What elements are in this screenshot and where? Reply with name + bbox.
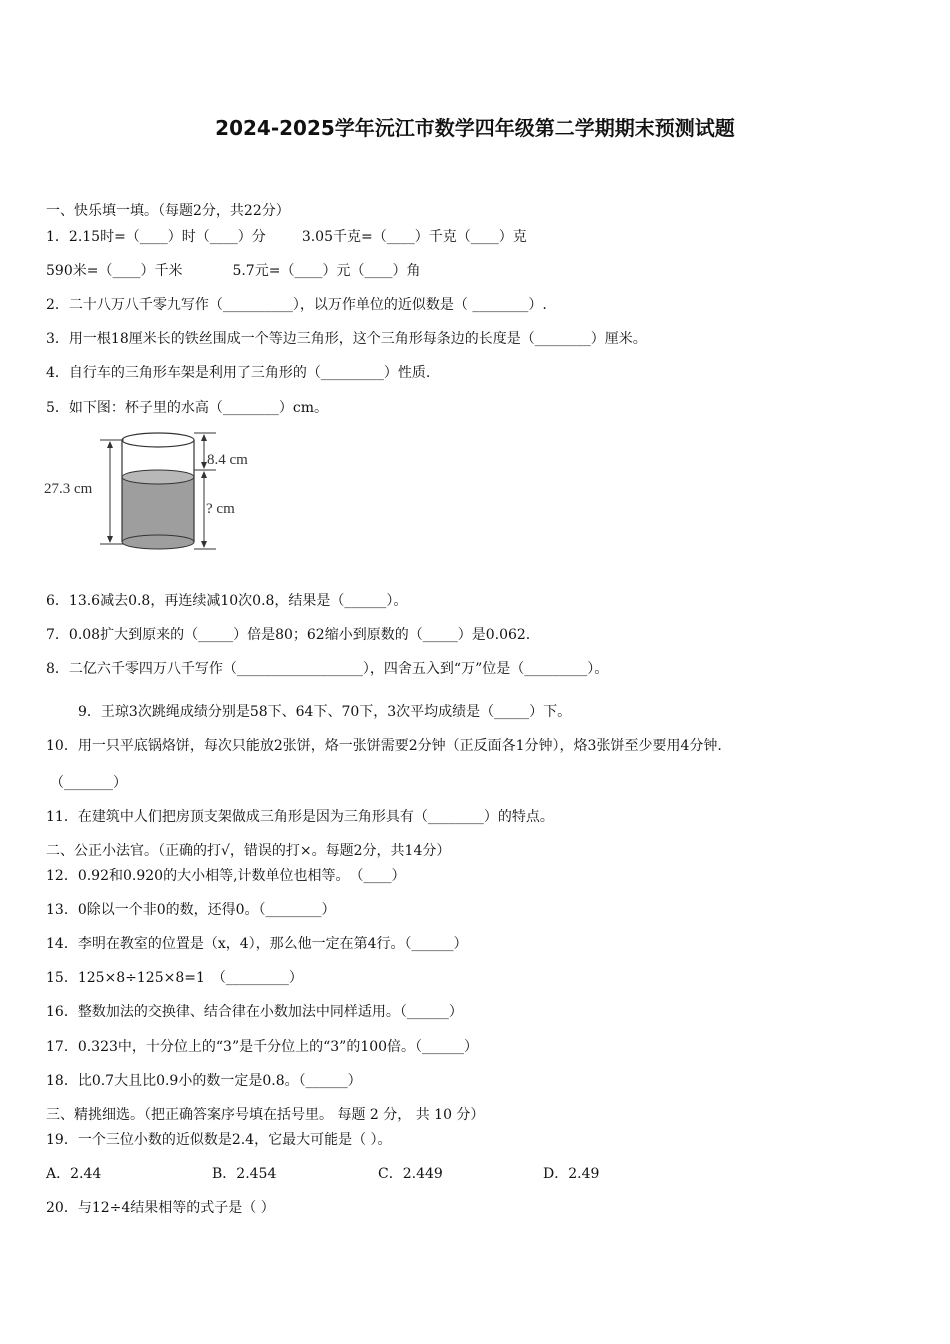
total-height-label: 27.3 cm: [44, 481, 93, 497]
question-19-option-c: C．2.449: [378, 1166, 443, 1182]
question-20: 20．与12÷4结果相等的式子是（ ）: [46, 1200, 275, 1216]
top-gap-label: 8.4 cm: [207, 452, 248, 468]
question-13: 13．0除以一个非0的数，还得0。（________）: [46, 902, 336, 918]
question-19-option-b: B．2.454: [212, 1166, 277, 1182]
question-2: 2．二十八万八千零九写作（__________），以万作单位的近似数是（ ________）.: [46, 297, 547, 313]
question-10-answer: （_______）: [50, 775, 127, 791]
question-1-part-a: 1．2.15时=（____）时（____）分: [46, 229, 266, 245]
question-1-part-c: 590米=（____）千米: [46, 263, 183, 279]
question-12: 12．0.92和0.920的大小相等,计数单位也相等。 （____）: [46, 868, 406, 884]
question-7: 7．0.08扩大到原来的（_____）倍是80；62缩小到原数的（_____）是0.062.: [46, 627, 531, 643]
question-10: 10．用一只平底锅烙饼，每次只能放2张饼，烙一张饼需要2分钟（正反面各1分钟），烙3张饼至少要用4分钟.: [46, 738, 722, 754]
question-11: 11．在建筑中人们把房顶支架做成三角形是因为三角形具有（________）的特点。: [46, 809, 554, 825]
question-9: 9．王琼3次跳绳成绩分别是58下、64下、70下，3次平均成绩是（_____）下。: [78, 704, 572, 720]
question-15: 15．125×8÷125×8=1 （_________）: [46, 970, 303, 986]
question-3: 3．用一根18厘米长的铁丝围成一个等边三角形，这个三角形每条边的长度是（________）厘米。: [46, 331, 647, 347]
section-heading-3: 三、精挑细选。（把正确答案序号填在括号里。 每题 2 分， 共 10 分）: [46, 1107, 485, 1123]
question-16: 16．整数加法的交换律、结合律在小数加法中同样适用。（______）: [46, 1004, 463, 1020]
question-1-row-1: [46, 227, 527, 247]
water-height-label: ? cm: [206, 501, 235, 517]
question-4: 4．自行车的三角形车架是利用了三角形的（_________）性质.: [46, 365, 431, 381]
question-19-option-a: A．2.44: [46, 1166, 102, 1182]
question-6: 6．13.6减去0.8，再连续减10次0.8，结果是（______）。: [46, 593, 408, 609]
question-1-part-d: 5.7元=（____）元（____）角: [232, 263, 421, 279]
question-1-part-b: 3.05千克=（____）千克（____）克: [301, 229, 527, 245]
cylinder-cup-figure: [40, 430, 280, 555]
question-19-option-d: D．2.49: [543, 1166, 600, 1182]
question-19: 19．一个三位小数的近似数是2.4，它最大可能是（ ）。: [46, 1132, 392, 1148]
question-17: 17．0.323中，十分位上的“3”是千分位上的“3”的100倍。（______）: [46, 1039, 479, 1055]
question-5: 5．如下图：杯子里的水高（________）cm。: [46, 400, 329, 416]
question-14: 14．李明在教室的位置是（x，4），那么他一定在第4行。（______）: [46, 936, 468, 952]
question-18: 18．比0.7大且比0.9小的数一定是0.8。（______）: [46, 1073, 362, 1089]
section-heading-1: 一、快乐填一填。（每题2分，共22分）: [46, 203, 290, 219]
section-heading-2: 二、公正小法官。（正确的打√，错误的打×。每题2分，共14分）: [46, 843, 451, 859]
page-title: 2024-2025学年沅江市数学四年级第二学期期末预测试题: [215, 116, 735, 140]
question-1-row-2: [46, 261, 420, 281]
question-8: 8．二亿六千零四万八千写作（__________________），四舍五入到“万”位是（_________）。: [46, 661, 609, 677]
